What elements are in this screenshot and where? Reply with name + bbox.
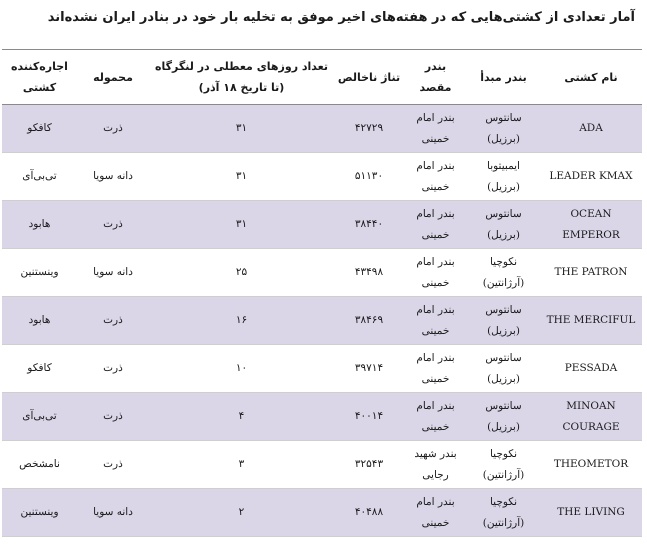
destination-cell: بندر شهید رجایی [404,441,467,489]
origin-cell: نکوچیا (آرژانتین) [467,489,540,537]
ship-name-cell: THE PATRON [540,249,642,297]
table-row [2,249,642,297]
table-row [2,297,642,345]
ship-name-cell: PESSADA [540,345,642,393]
ship-name-cell: THEOMETOR [540,441,642,489]
ship-name-cell: ADA [540,105,642,153]
waiting-days-cell: ۱۶ [149,297,334,345]
destination-cell: بندر امام خمینی [404,489,467,537]
ship-name-cell: THE LIVING [540,489,642,537]
waiting-days-cell: ۱۰ [149,345,334,393]
cargo-cell: دانه سویا [77,489,149,537]
ship-name-cell: MINOAN COURAGE [540,393,642,441]
tonnage-cell: ۳۸۴۶۹ [334,297,404,345]
header-destination-port: بندر مقصد [404,50,467,105]
cargo-cell: ذرت [77,201,149,249]
waiting-days-cell: ۴ [149,393,334,441]
waiting-days-cell: ۲۵ [149,249,334,297]
charterer-cell: نامشخص [2,441,77,489]
cargo-cell: دانه سویا [77,249,149,297]
tonnage-cell: ۵۱۱۳۰ [334,153,404,201]
cargo-cell: ذرت [77,297,149,345]
destination-cell: بندر امام خمینی [404,153,467,201]
header-origin-port: بندر مبدأ [467,50,540,105]
origin-cell: ایمبیتوبا (برزیل) [467,153,540,201]
origin-cell: سانتوس (برزیل) [467,105,540,153]
header-waiting-days: تعداد روزهای معطلی در لنگرگاه (تا تاریخ ۱۸ آذر) [149,50,334,105]
page-title: آمار تعدادی از کشتی‌هایی که در هفته‌های اخیر موفق به تخلیه بار خود در بنادر ایران نشده‌اند [47,10,635,25]
tonnage-cell: ۳۲۵۴۳ [334,441,404,489]
table-row [2,441,642,489]
tonnage-cell: ۳۹۷۱۴ [334,345,404,393]
charterer-cell: وینستنین [2,489,77,537]
table-row [2,345,642,393]
waiting-days-cell: ۳ [149,441,334,489]
table-row [2,153,642,201]
origin-cell: نکوچیا (آرژانتین) [467,249,540,297]
destination-cell: بندر امام خمینی [404,201,467,249]
tonnage-cell: ۴۰۴۸۸ [334,489,404,537]
waiting-days-cell: ۳۱ [149,105,334,153]
origin-cell: سانتوس (برزیل) [467,201,540,249]
origin-cell: نکوچیا (آرژانتین) [467,441,540,489]
destination-cell: بندر امام خمینی [404,345,467,393]
table-header-row [2,50,642,105]
waiting-days-cell: ۲ [149,489,334,537]
cargo-cell: ذرت [77,105,149,153]
origin-cell: سانتوس (برزیل) [467,297,540,345]
table-row [2,489,642,537]
tonnage-cell: ۳۸۴۴۰ [334,201,404,249]
waiting-days-cell: ۳۱ [149,201,334,249]
ship-name-cell: THE MERCIFUL [540,297,642,345]
cargo-cell: ذرت [77,393,149,441]
ship-name-cell: OCEAN EMPEROR [540,201,642,249]
waiting-days-cell: ۳۱ [149,153,334,201]
destination-cell: بندر امام خمینی [404,393,467,441]
header-gross-tonnage: تناژ ناخالص [334,50,404,105]
charterer-cell: هابود [2,201,77,249]
charterer-cell: وینستنین [2,249,77,297]
origin-cell: سانتوس (برزیل) [467,345,540,393]
table-row [2,201,642,249]
tonnage-cell: ۴۳۴۹۸ [334,249,404,297]
table-row [2,393,642,441]
charterer-cell: تی‌بی‌آی [2,393,77,441]
table-row [2,105,642,153]
header-ship-name: نام کشتی [540,50,642,105]
header-cargo: محموله [77,50,149,105]
charterer-cell: هابود [2,297,77,345]
cargo-cell: دانه سویا [77,153,149,201]
charterer-cell: کافکو [2,345,77,393]
destination-cell: بندر امام خمینی [404,249,467,297]
header-charterer: اجاره‌کننده کشتی [2,50,77,105]
cargo-cell: ذرت [77,345,149,393]
tonnage-cell: ۴۰۰۱۴ [334,393,404,441]
charterer-cell: کافکو [2,105,77,153]
ship-name-cell: LEADER KMAX [540,153,642,201]
origin-cell: سانتوس (برزیل) [467,393,540,441]
ships-table [2,49,642,537]
destination-cell: بندر امام خمینی [404,105,467,153]
destination-cell: بندر امام خمینی [404,297,467,345]
charterer-cell: تی‌بی‌آی [2,153,77,201]
cargo-cell: ذرت [77,441,149,489]
tonnage-cell: ۴۲۷۲۹ [334,105,404,153]
